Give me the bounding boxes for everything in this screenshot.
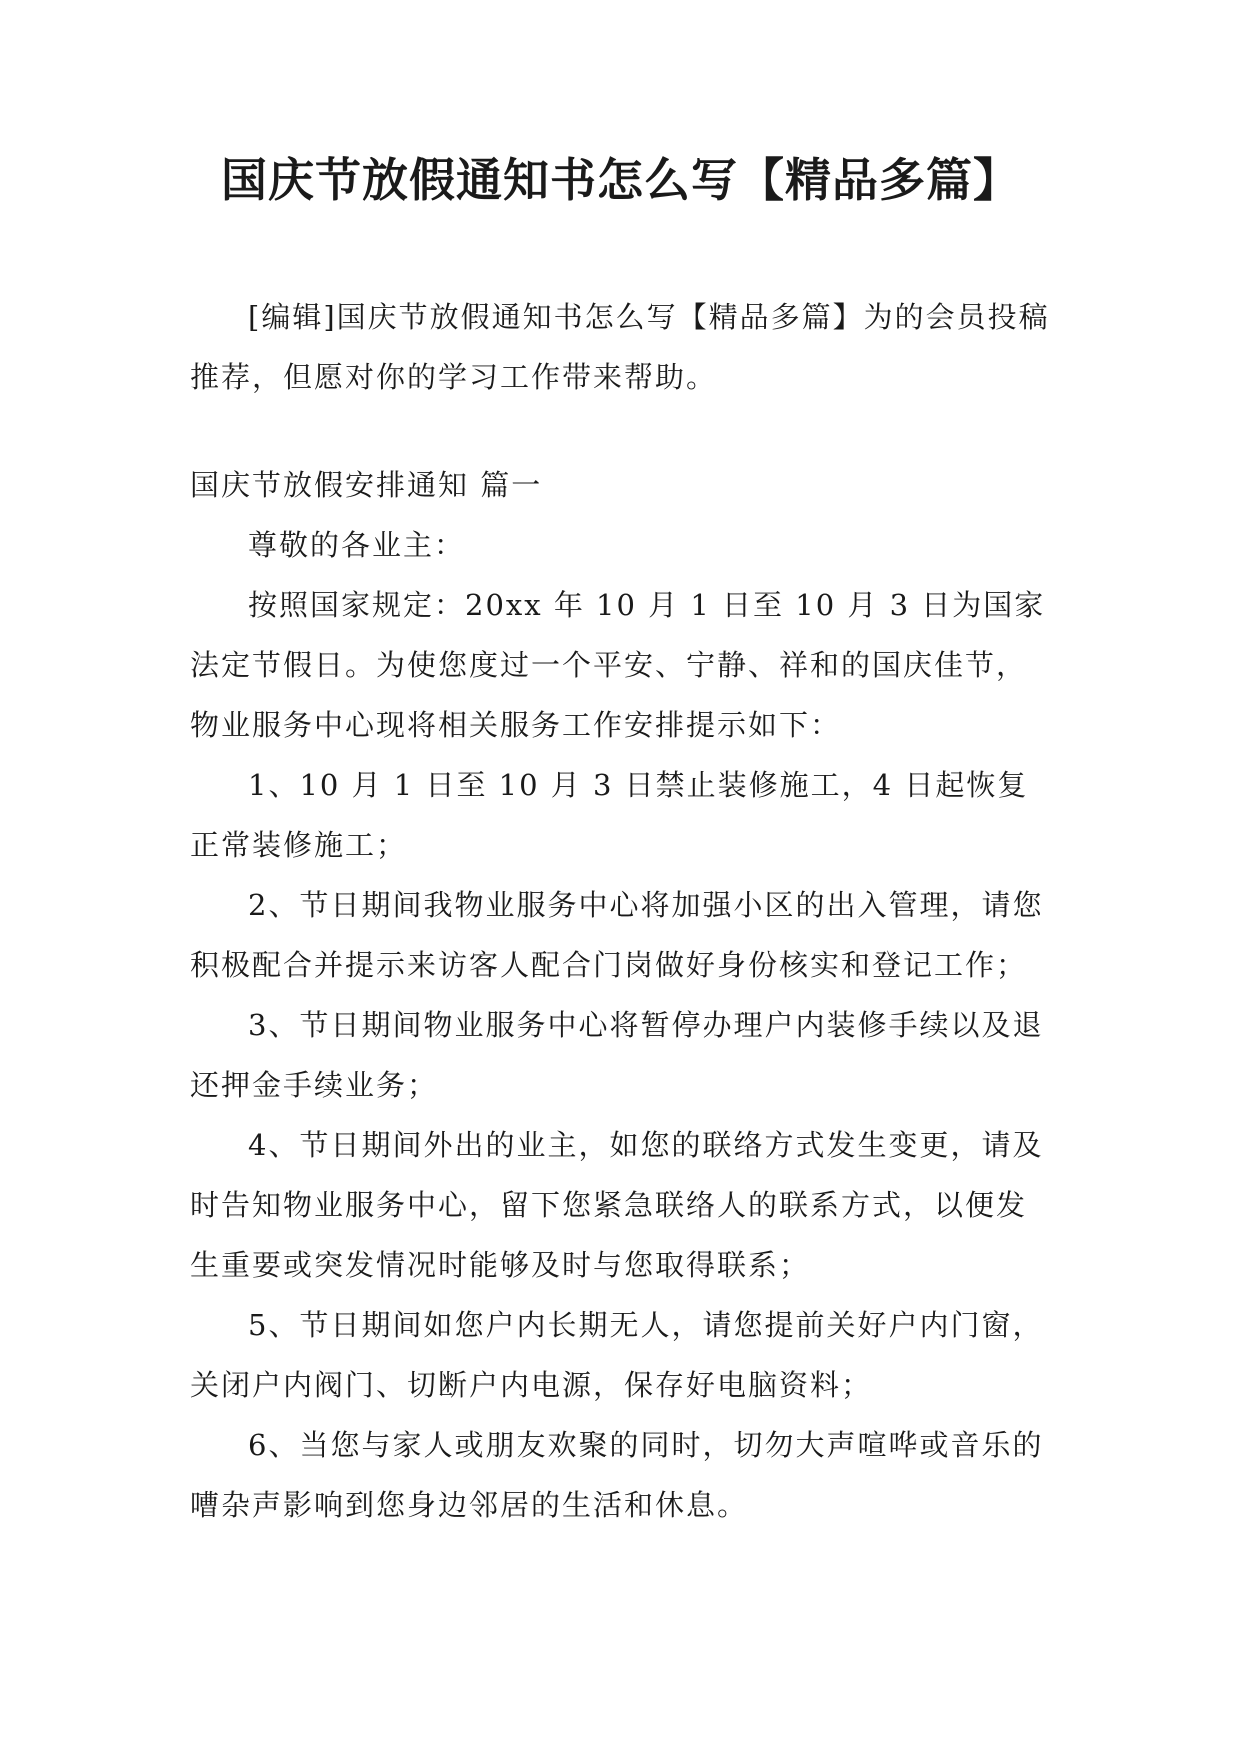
notice-item-2: 2、节日期间我物业服务中心将加强小区的出入管理，请您积极配合并提示来访客人配合门岗做好身份核实和登记工作； (190, 888, 1044, 982)
notice-item-5: 5、节日期间如您户内长期无人，请您提前关好户内门窗，关闭户内阀门、切断户内电源，保存好电脑资料； (190, 1308, 1044, 1402)
intro-block (190, 287, 1050, 407)
notice-item-3: 3、节日期间物业服务中心将暂停办理户内装修手续以及退还押金手续业务； (190, 1008, 1044, 1102)
notice-paragraph: 按照国家规定：20xx 年 10 月 1 日至 10 月 3 日为国家法定节假日。为使您度过一个平安、宁静、祥和的国庆佳节，物业服务中心现将相关服务工作安排提示如下： (190, 588, 1046, 742)
notice-item-1: 1、10 月 1 日至 10 月 3 日禁止装修施工，4 日起恢复正常装修施工； (190, 768, 1029, 862)
document-title: 国庆节放假通知书怎么写【精品多篇】 (221, 153, 1020, 207)
notice-item-4: 4、节日期间外出的业主，如您的联络方式发生变更，请及时告知物业服务中心，留下您紧急联络人的联系方式，以便发生重要或突发情况时能够及时与您取得联系； (190, 1128, 1044, 1282)
notice-section (190, 455, 1050, 1535)
intro-paragraph: [编辑]国庆节放假通知书怎么写【精品多篇】为的会员投稿推荐，但愿对你的学习工作带来帮助。 (190, 300, 1050, 394)
section-heading: 国庆节放假安排通知 篇一 (190, 468, 543, 502)
greeting: 尊敬的各业主： (248, 528, 466, 562)
notice-item-6: 6、当您与家人或朋友欢聚的同时，切勿大声喧哗或音乐的嘈杂声影响到您身边邻居的生活和休息。 (190, 1428, 1044, 1522)
